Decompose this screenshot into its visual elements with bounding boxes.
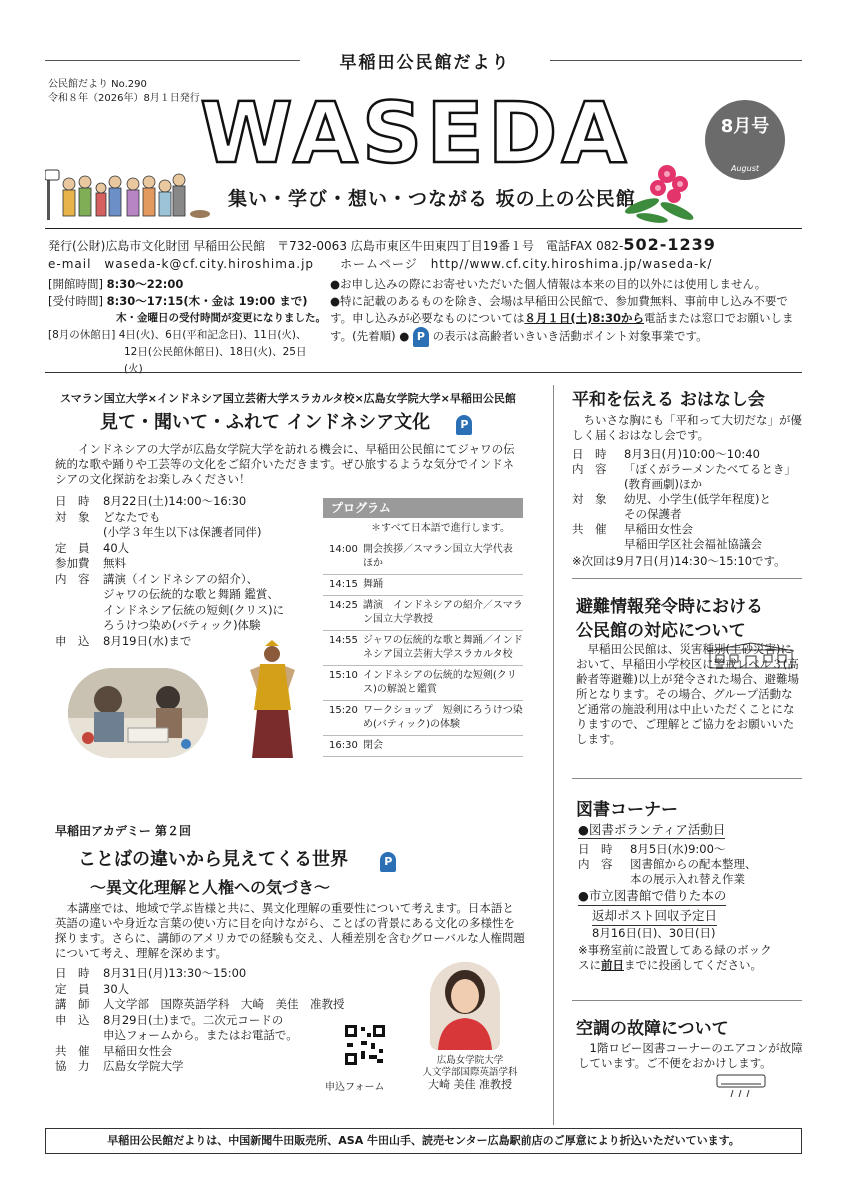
detail-label: 共 催	[572, 522, 607, 536]
detail-row	[55, 966, 385, 982]
workshop-photo	[68, 668, 208, 758]
program-list	[323, 540, 523, 757]
section-divider	[572, 778, 802, 779]
closed-value-2: 12日(公民館休館日)、18日(火)、25日 (火)	[124, 346, 307, 375]
section-divider	[572, 578, 802, 579]
academy-title	[78, 845, 396, 872]
detail-value: ろうけつ染め(バティック)体験	[103, 618, 261, 632]
flower-icon	[622, 156, 702, 226]
detail-value: ジャワの伝統的な歌と舞踊 鑑賞、	[103, 587, 279, 601]
detail-value: 無料	[103, 556, 126, 570]
program-item: インドネシアの伝統的な短剣(クリス)の解説と鑑賞	[363, 670, 517, 695]
notes-block	[330, 276, 800, 347]
month-label: 8月号	[720, 116, 770, 137]
library-return-note	[578, 943, 783, 973]
peace-next: ※次回は9月7日(月)14:30～15:10です。	[572, 554, 786, 568]
program-row	[323, 596, 523, 631]
program-time: 15:20	[329, 705, 358, 716]
reception-label: [受付時間]	[48, 294, 103, 308]
hours-block	[48, 276, 328, 378]
detail-label: 共 催	[55, 1043, 90, 1058]
detail-label	[55, 525, 103, 541]
header-rule	[45, 228, 802, 229]
open-label: [開館時間]	[48, 277, 103, 291]
evacuation-body: 早稲田公民館は、災害種別(土砂災害)において、早稲田小学校区に警戒レベル３(高齢者等避難)以上が発令された場合、避難場所となります。その場合、グループ活動など通常の施設利用は中止いただくことになりますので、ご理解とご協力をお願いいたします。	[576, 642, 799, 746]
indonesia-title	[100, 408, 472, 435]
detail-label	[572, 477, 624, 492]
open-value: 8:30～22:00	[106, 277, 184, 291]
month-en: August	[731, 164, 759, 173]
ikiiki-point-icon: P	[380, 852, 396, 872]
detail-value: 広島女学院大学	[103, 1059, 184, 1073]
detail-row	[572, 507, 802, 522]
detail-value: 早稲田女性会	[103, 1043, 172, 1058]
detail-label: 内 容	[578, 857, 613, 871]
detail-label	[55, 603, 103, 619]
masthead-subtitle: 早稲田公民館だより	[300, 48, 550, 73]
detail-row	[572, 537, 802, 552]
detail-value: 8月31日(月)13:30～15:00	[103, 966, 247, 980]
program-row	[323, 736, 523, 757]
detail-row	[55, 556, 325, 572]
ikiiki-point-icon: P	[456, 415, 472, 435]
peace-intro: ちいさな胸にも「平和って大切だな」が優しく届くおはなし会です。	[572, 413, 802, 442]
detail-row	[55, 525, 325, 541]
issue-info	[48, 78, 200, 106]
detail-label: 対 象	[55, 509, 90, 524]
detail-value: 「ぼくがラーメンたべてるとき」	[624, 462, 796, 476]
detail-label	[55, 618, 103, 634]
detail-row	[55, 618, 325, 634]
lecturer-caption	[410, 1055, 530, 1091]
indonesia-organizers: スマラン国立大学×インドネシア国立芸術大学スラカルタ校×広島女学院大学×早稲田公民館	[60, 392, 516, 405]
email-line: e-mail waseda-k@cf.city.hiroshima.jp ホームページ http//www.cf.city.hiroshima.jp/waseda-k/	[48, 257, 713, 271]
detail-label: 定 員	[55, 981, 90, 996]
detail-label	[572, 507, 624, 522]
program-time: 14:00	[329, 544, 358, 555]
program-time: 16:30	[329, 740, 358, 751]
tagline: 集い・学び・想い・つながる 坂の上の公民館	[228, 188, 636, 210]
detail-value: 講演（インドネシアの紹介）、	[103, 571, 259, 586]
detail-row	[55, 494, 325, 510]
detail-label: 申 込	[55, 1012, 90, 1027]
detail-row	[55, 572, 325, 588]
program-row	[323, 631, 523, 666]
academy-head: 早稲田アカデミー 第２回	[55, 824, 192, 838]
closed-value-1: 4日(火)、6日(平和記念日)、11日(火)、	[118, 329, 307, 341]
aircon-title: 空調の故障について	[576, 1019, 729, 1039]
detail-label: 講 師	[55, 997, 90, 1011]
library-return-dates: 8月16日(日)、30日(日)	[592, 926, 716, 940]
detail-value: 8月5日(水)9:00～	[630, 842, 726, 856]
library-item-2b: 返却ポスト回収予定日	[592, 907, 717, 926]
note-2: ●特に記載のあるものを除き、会場は早稲田公民館で、参加費無料、事前申し込み不要です。申し込みが必要なものについては	[330, 294, 788, 325]
detail-value: 8月3日(月)10:00～10:40	[624, 447, 760, 461]
detail-row	[578, 872, 803, 887]
program-item: 舞踊	[363, 579, 383, 590]
issue-number: 公民館だより No.290	[48, 79, 147, 90]
column-divider	[553, 385, 554, 1125]
program-row	[323, 701, 523, 736]
detail-row	[578, 842, 803, 857]
academy-title-text: ことばの違いから見えてくる世界	[78, 849, 348, 870]
detail-label: 内 容	[55, 571, 90, 586]
detail-row	[55, 1044, 385, 1060]
publisher-text: 発行(公財)広島市文化財団 早稲田公民館 〒732-0063 広島市東区牛田東四丁目19番１号 電話FAX 082-	[48, 239, 624, 253]
program-row	[323, 666, 523, 701]
qr-caption: 申込フォーム	[325, 1082, 385, 1093]
detail-label: 申 込	[55, 633, 90, 648]
library-item-2a: ●市立図書館で借りた本の	[578, 887, 726, 906]
detail-value: 8月22日(土)14:00～16:30	[103, 494, 247, 508]
detail-label: 対 象	[572, 492, 607, 506]
indonesia-title-text: 見て・聞いて・ふれて インドネシア文化	[100, 412, 431, 433]
detail-row	[55, 1013, 385, 1029]
program-item: 講演 インドネシアの紹介／スマラン国立大学教授	[363, 600, 523, 625]
program-item: ワークショップ 短剣にろうけつ染め(バティック)の体験	[363, 705, 523, 730]
reception-value: 8:30～17:15(木・金は 19:00 まで)	[106, 294, 308, 308]
library-item-1	[578, 819, 725, 839]
detail-row	[55, 603, 325, 619]
detail-value: 人文学部 国際英語学科 大崎 美佳 准教授	[103, 997, 345, 1011]
program-title: プログラム	[323, 498, 523, 518]
detail-row	[55, 587, 325, 603]
detail-label: 定 員	[55, 540, 90, 555]
detail-label: 内 容	[572, 462, 607, 476]
ikiiki-point-icon: P	[413, 327, 429, 347]
detail-value: その保護者	[624, 507, 682, 521]
detail-row	[572, 522, 802, 537]
detail-row	[55, 541, 325, 557]
detail-label	[578, 872, 630, 887]
detail-value: 早稲田学区社会福祉協議会	[624, 537, 762, 551]
academy-intro: 本講座では、地域で学ぶ皆様と共に、異文化理解の重要性について考えます。日本語と英語の違いや身近な言葉の使い方に目を向けながら、ことばの背景にある文化の多様性を探ります。さらに、講師のアメリカでの経験も交え、人種差別を含むグローバルな人権問題について考え、理解を深めます。	[55, 901, 525, 960]
lecturer-dept: 人文学部国際英語学科	[422, 1067, 518, 1078]
note-text-1: ※事務室前に設置してある緑のボックスに	[578, 943, 772, 972]
detail-value: 本の展示入れ替え作業	[630, 872, 745, 886]
note-bold: 前日	[601, 958, 624, 972]
program-time: 15:10	[329, 670, 358, 681]
library-volunteer-details	[578, 842, 803, 887]
program-item: 開会挨拶／スマラン国立大学代表 ほか	[363, 544, 513, 569]
detail-row	[55, 997, 385, 1013]
program-note: ＊すべて日本語で進行します。	[371, 523, 510, 534]
library-title: 図書コーナー	[576, 800, 678, 820]
note-2-end: 電話または窓口でお願いします。(先着順) ●	[330, 311, 794, 343]
waseda-logo: WASEDA	[200, 84, 631, 182]
lecturer-portrait	[430, 962, 500, 1050]
detail-label: 協 力	[55, 1059, 90, 1073]
detail-value: どなたでも	[103, 509, 161, 524]
detail-value: 図書館からの配本整理、	[630, 857, 757, 871]
section-divider	[572, 1000, 802, 1001]
note-text-2: までに投函してください。	[624, 958, 762, 972]
detail-value: インドネシア伝統の短剣(クリス)に	[103, 602, 285, 617]
publisher-line	[48, 235, 716, 254]
issue-date: 令和８年（2026年）8月１日発行	[48, 93, 200, 104]
dancer-photo	[245, 640, 300, 760]
evacuation-title-1: 避難情報発令時における	[576, 597, 763, 617]
note-2-bold: ８月１日(土)8:30から	[524, 311, 644, 325]
program-time: 14:25	[329, 600, 358, 611]
note-1: ●お申し込みの際にお寄せいただいた個人情報は本来の目的以外には使用しません。	[330, 277, 767, 291]
detail-value: 8月29日(土)まで。二次元コードの	[103, 1012, 284, 1027]
section-rule	[45, 372, 802, 373]
detail-label	[572, 537, 624, 552]
library-item-2	[578, 886, 726, 926]
program-item: 閉会	[363, 740, 383, 751]
closed-label: [8月の休館日]	[48, 329, 116, 341]
detail-label: 日 時	[578, 842, 613, 856]
lecturer-name: 大崎 美佳 准教授	[428, 1078, 512, 1091]
detail-row	[55, 510, 325, 526]
detail-label: 日 時	[55, 494, 90, 508]
detail-value: 8月19日(水)まで	[103, 633, 192, 648]
detail-row	[572, 477, 802, 492]
people-illustration-icon	[45, 168, 215, 220]
detail-label: 日 時	[55, 966, 90, 980]
detail-row	[572, 492, 802, 507]
detail-row	[572, 462, 802, 477]
program-box	[323, 498, 523, 757]
peace-details	[572, 447, 802, 552]
footer-notice: 早稲田公民館だよりは、中国新聞牛田販売所、ASA 牛田山手、読売センター広島駅前店のご厚意により折込いただいています。	[45, 1128, 802, 1154]
detail-row	[55, 1028, 385, 1044]
detail-label: 日 時	[572, 447, 607, 461]
academy-details	[55, 966, 385, 1075]
detail-value: 早稲田女性会	[624, 522, 693, 536]
detail-value: 40人	[103, 540, 130, 555]
detail-value: (小学３年生以下は保護者同伴)	[103, 525, 262, 539]
peace-title: 平和を伝える おはなし会	[572, 390, 765, 410]
aircon-body: 1階ロビー図書コーナーのエアコンが故障しています。ご不便をおかけします。	[578, 1041, 803, 1070]
note-3: の表示は高齢者いきいき活動ポイント対象事業です。	[432, 329, 708, 343]
detail-value: 幼児、小学生(低学年程度)と	[624, 492, 771, 506]
detail-row	[572, 447, 802, 462]
air-conditioner-icon	[715, 1073, 767, 1099]
indonesia-details	[55, 494, 325, 649]
reception-note: 木・金曜日の受付時間が変更になりました。	[116, 312, 326, 324]
lecturer-univ: 広島女学院大学	[436, 1055, 504, 1066]
detail-label	[55, 587, 103, 603]
program-row	[323, 540, 523, 575]
detail-row	[55, 982, 385, 998]
program-time: 14:15	[329, 579, 358, 590]
detail-value: 30人	[103, 981, 130, 996]
qr-code-icon[interactable]	[345, 1025, 385, 1065]
detail-label	[55, 1028, 103, 1044]
month-badge	[705, 100, 785, 180]
phone-number: 502-1239	[623, 235, 716, 254]
detail-row	[578, 857, 803, 872]
detail-label: 参加費	[55, 556, 90, 570]
detail-row	[55, 1059, 385, 1075]
indonesia-intro: インドネシアの大学が広島女学院大学を訪れる機会に、早稲田公民館にてジャワの伝統的な歌や踊りや工芸等の文化をご紹介いただきます。ぜひ旅するような気分でインドネシアの文化探訪をお楽しみください！	[55, 442, 515, 486]
detail-value: (教育画劇)ほか	[624, 477, 702, 491]
library-item-1-text: ●図書ボランティア活動日	[578, 822, 726, 837]
program-item: ジャワの伝統的な歌と舞踊／インドネシア国立芸術大学スラカルタ校	[363, 635, 523, 660]
program-time: 14:55	[329, 635, 358, 646]
program-row	[323, 575, 523, 596]
detail-value: 申込フォームから。またはお電話で。	[103, 1028, 298, 1042]
evacuation-title-2: 公民館の対応について	[576, 621, 746, 641]
academy-subtitle: ～異文化理解と人権への気づき～	[90, 878, 331, 897]
